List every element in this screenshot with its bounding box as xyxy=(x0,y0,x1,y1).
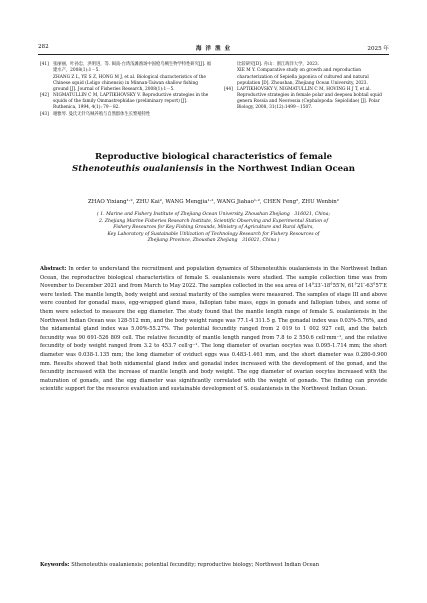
page-number: 282 xyxy=(38,44,49,50)
title-species: Sthenoteuthis oualaniensis xyxy=(72,163,204,174)
affiliation-line: Zhejiang Province, Zhoushan Zhejiang 316021, China ) xyxy=(147,238,280,244)
affiliation-line: Fishery Resources for Key Fishing Grounds, Ministry of Agriculture and Rural Affairs, xyxy=(113,225,314,231)
reference-text: 谢雅琴. 曼氏无针乌贼养殖与自然群体生长繁殖特性 xyxy=(53,111,151,117)
keywords xyxy=(40,561,387,570)
keywords-label: Keywords: xyxy=(40,562,70,568)
affiliation-line: Key Laboratory of Sustainable Utilization of Technology Research for Fishery Resources of xyxy=(107,231,320,237)
reference-entry xyxy=(224,62,388,68)
reference-text: XIE M Y. Comparative study on growth and reproduction characterization of Sepiella japonica of cultured and natural population [D]. Zhoushan, Zhejiang Ocean University, 2023. xyxy=(237,68,369,86)
reference-entry xyxy=(40,62,212,74)
abstract xyxy=(40,265,387,394)
reference-number: [44] xyxy=(224,87,233,93)
reference-number: [43] xyxy=(40,111,49,117)
title-rest: in the Northwest Indian Ocean xyxy=(203,163,355,174)
journal-name: 海 洋 渔 业 xyxy=(195,46,232,52)
reference-text: NIGMATULLIN C M, LAPTIKHOVSKY V. Reproductive strategies in the squids of the family Ommastrephidae (preliminary report) [J]. Ruthenica, 1994, 4(1): 79－82. xyxy=(53,93,209,111)
affiliations xyxy=(60,212,367,245)
reference-text: LAPTIKHOVSKY V, NIGMATULLIN C M, HOVING H J T, et al. Reproductive strategies in female polar and deepsea bobtail squid genera Rossia and Neorossia (Cephalopoda: Sepiolidae) [J]. Polar Biology, 2008, 31(12):1499－1507. xyxy=(237,87,382,111)
abstract-text: In order to understand the recruitment and population dynamics of Sthenoteuthis oualaniensis in the Northwest Indian Ocean, the reproductive biological characteristics of female S. oualaniensis were studied. The sample collection time was from November to December 2021 and from March to May 2022. The samples collected in the sea area of 14°33′-18°55′N, 61°21′-63°57′E were tested. The mantle length, body weight and sexual maturity of the samples were measured. The samples of stage III and above were counted for gonadal mass, egg-wrapped gland mass, fallopian tube mass, eggs in gonads and fallopian tubes, and some of them were selected to measure the egg diameter. The study found that the mantle length range of female S. oualaniensis in the Northwest Indian Ocean was 128-512 mm, and the body weight range was 77.1-4 311.5 g. The gonadal index was 0.03%-5.76%, and the nidamental gland index was 5.00%-55.27%. The potential fecundity ranged from 2 019 to 1 002 927 cell, and the batch fecundity was 90 691-526 809 cell. The relative fecundity of mantle length ranged from 7.8 to 2 550.6 cell·mm⁻¹, and the relative fecundity of body weight ranged from 3.2 to 453.7 cell·g⁻¹. The long diameter of ovarian oocytes was 0.095-1.714 mm; the short diameter was 0.038-1.135 mm; the long diameter of oviduct eggs was 0.483-1.461 mm, and the short diameter was 0.280-0.900 mm. Results showed that both nidamental gland index and gonadal index increased with the development of the gonad, and the fecundity increased with the increase of mantle length and body weight. The egg diameter of ovarian oocytes increased with the maturation of gonads, and the egg diameter was significantly correlated with the weight of gonads. The finding can provide scientific support for the resource evaluation and sustainable development of S. oualaniensis in the Northwest Indian Ocean. xyxy=(40,266,387,393)
affiliation-line: 2. Zhejiang Marine Fisheries Research Institute, Scientific Observing and Experimental Station of xyxy=(98,218,329,224)
issue-year: 2025 年 xyxy=(367,46,389,52)
affiliation-line: ( 1. Marine and Fishery Institute of Zhejiang Ocean University, Zhoushan Zhejiang 316021, China; xyxy=(96,212,331,217)
reference-number: [41] xyxy=(40,62,49,67)
reference-entry xyxy=(40,93,212,111)
reference-text: 比较研究[D]. 舟山：浙江海洋大学，2023. xyxy=(237,62,319,67)
reference-number: [42] xyxy=(40,93,49,99)
author-list: ZHAO Yixiang¹·², ZHU Kai², WANG Mengjia¹·², WANG Jiahao¹·², CHEN Feng², ZHU Wenbin² xyxy=(88,199,339,205)
article-title xyxy=(40,152,387,175)
reference-list-left xyxy=(40,62,212,118)
keywords-text: Sthenoteuthis oualaniensis; potential fecundity; reproductive biology; Northwest Indian Ocean xyxy=(69,562,320,568)
reference-text: ZHANG Z L, YE S Z, HONG M J, et al. Biological characteristics of the Chinese squid (Loligo chinensis) in Minnan-Taiwan shallow fishing ground [J]. Journal of Fisheries Research, 2008(1):1－5. xyxy=(53,74,206,92)
title-line: Reproductive biological characteristics of female xyxy=(94,152,333,162)
reference-list-right xyxy=(224,62,388,112)
reference-entry xyxy=(224,87,388,111)
reference-entry xyxy=(224,68,388,86)
page-header xyxy=(38,44,389,55)
reference-entry xyxy=(40,75,212,93)
reference-entry xyxy=(40,112,212,118)
abstract-label: Abstract: xyxy=(40,266,67,272)
reference-text: 张丽丽，叶孙忠，洪明进，等. 闽南-台湾浅滩渔场中国枪乌贼生物学特性研究[J]. 福建水产，2008(1):1－5. xyxy=(53,62,212,74)
